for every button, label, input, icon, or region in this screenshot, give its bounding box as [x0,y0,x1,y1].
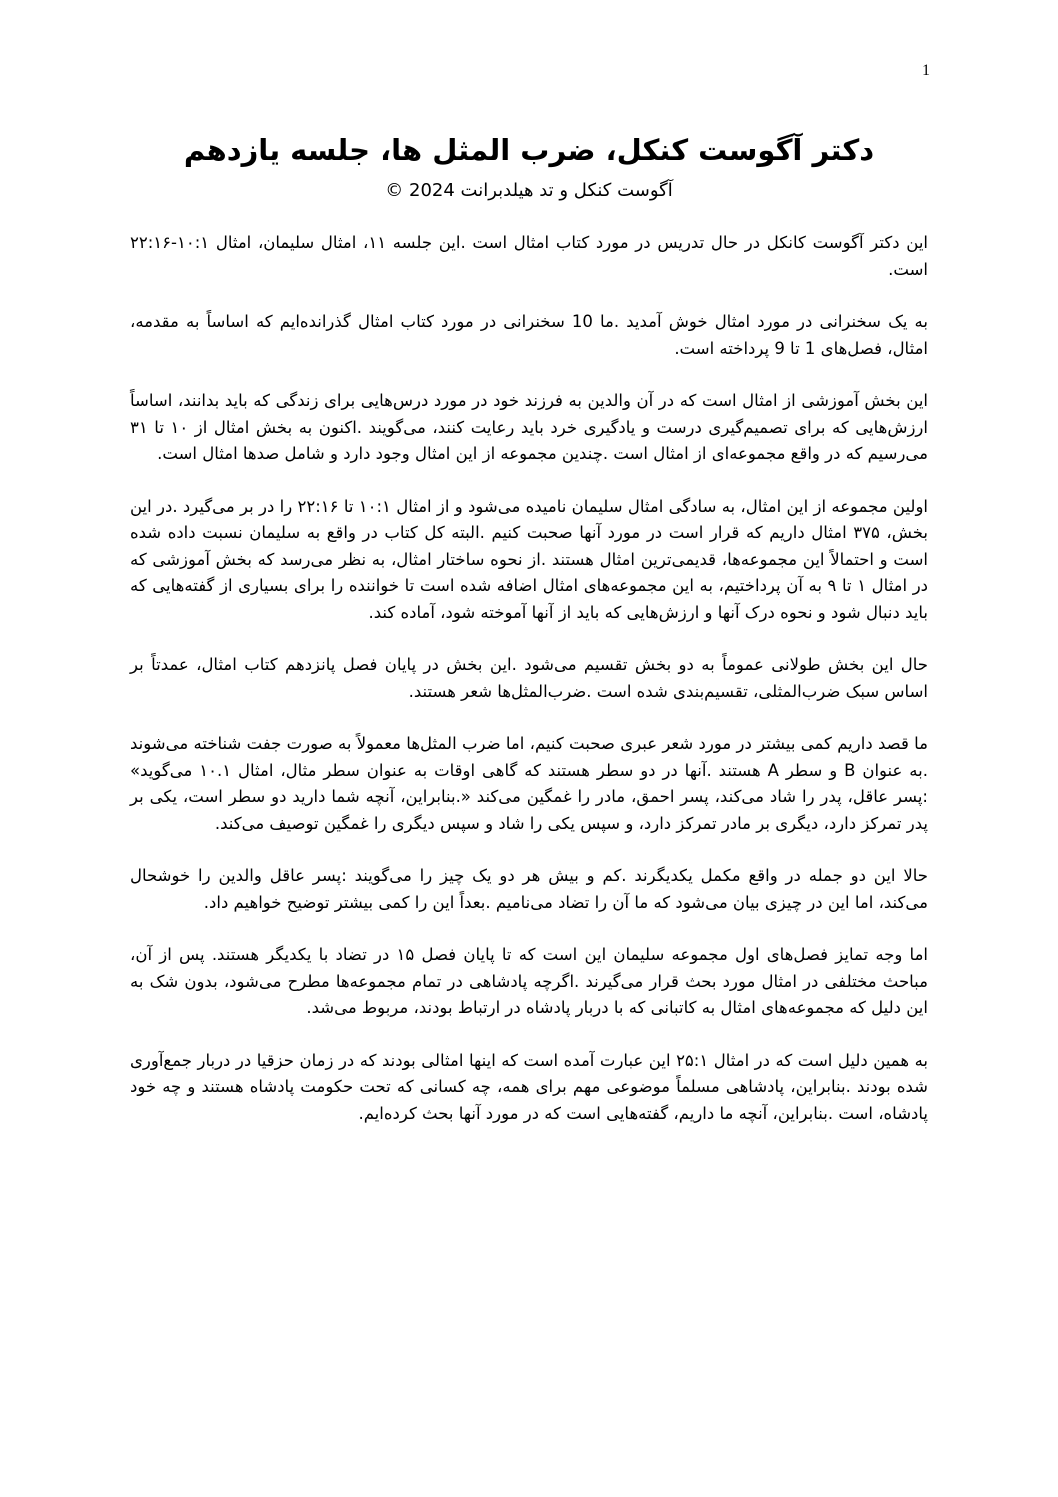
page-number: 1 [922,62,930,79]
paragraph: حال این بخش طولانی عموماً به دو بخش تقسیم می‌شود .این بخش در پایان فصل پانزدهم کتاب امثال، عمدتاً بر اساس سبک ضرب‌المثلی، تقسیم‌بندی شده است .ضرب‌المثل‌ها شعر هستند. [130,655,928,701]
document-body [130,230,928,1153]
paragraph: اولین مجموعه از این امثال، به سادگی امثال سلیمان نامیده می‌شود و از امثال ۱۰:۱ تا ۲۲:۱۶ را در بر می‌گیرد .در این بخش، ۳۷۵ امثال داریم که قرار است در مورد آنها صحبت کنیم .البته کل کتاب در واقع به سلیمان نسبت داده شده است و احتمالاً این مجموعه‌ها، قدیمی‌ترین امثال هستند .از نحوه ساختار امثال، به نظر می‌رسد که بخش آموزشی که در امثال ۱ تا ۹ به آن پرداختیم، به این مجموعه‌های امثال اضافه شده است تا خواننده را برای بسیاری از گفته‌هایی که باید دنبال شود و نحوه درک آنها و ارزش‌هایی که باید از آنها آموخته شود، آماده کند. [130,496,929,622]
paragraph: ما قصد داریم کمی بیشتر در مورد شعر عبری صحبت کنیم، اما ضرب المثل‌ها معمولاً به صورت جفت شناخته می‌شوند .به عنوان B و سطر A هستند .آنها در دو سطر هستند که گاهی اوقات به عنوان سطر مثال، امثال ۱۰.۱ می‌گوید» :پسر عاقل، پدر را شاد می‌کند، پسر احمق، مادر را غمگین می‌کند «.بنابراین، آنچه شما دارید دو سطر است، یکی بر پدر تمرکز دارد، دیگری بر مادر تمرکز دارد، و سپس یکی را شاد و سپس دیگری را غمگین توصیف می‌کند. [130,734,928,833]
copyright-line: آگوست کنکل و تد هیلدبرانت 2024 © [385,180,673,201]
paragraph: این بخش آموزشی از امثال است که در آن والدین به فرزند خود در مورد درس‌هایی برای زندگی که باید بدانند، اساساً ارزش‌هایی که برای تصمیم‌گیری درست و یادگیری خرد باید رعایت کنند، می‌گویند .اکنون به بخش امثال از ۱۰ تا ۳۱ می‌رسیم که در واقع مجموعه‌ای از امثال است .چندین مجموعه از این امثال وجود دارد و شامل صدها امثال است. [130,391,928,463]
paragraph: حالا این دو جمله در واقع مکمل یکدیگرند .کم و بیش هر دو یک چیز را می‌گویند :پسر عاقل والدین را خوشحال می‌کند، اما این در چیزی بیان می‌شود که ما آن را تضاد می‌نامیم .بعداً این را کمی بیشتر توضیح خواهیم داد. [130,866,928,912]
paragraph: به یک سخنرانی در مورد امثال خوش آمدید .ما 10 سخنرانی در مورد کتاب امثال گذرانده‌ایم که اساساً به مقدمه، امثال، فصل‌های 1 تا 9 پرداخته است. [130,312,928,358]
page-title: دکتر آگوست کنکل، ضرب المثل ها، جلسه یازدهم [183,133,875,167]
paragraph: اما وجه تمایز فصل‌های اول مجموعه سلیمان این است که تا پایان فصل ۱۵ در تضاد با یکدیگر هستند. پس از آن، مباحث مختلفی در امثال مورد بحث قرار می‌گیرند .اگرچه پادشاهی در تمام مجموعه‌ها مطرح می‌شود، بدون شک به این دلیل که مجموعه‌های امثال به کاتبانی که با دربار پادشاه در ارتباط بودند، مربوط می‌شد. [130,945,928,1017]
paragraph: این دکتر آگوست کانکل در حال تدریس در مورد کتاب امثال است .این جلسه ۱۱، امثال سلیمان، امثال ۱۰:۱-۲۲:۱۶ است. [130,233,928,279]
paragraph: به همین دلیل است که در امثال ۲۵:۱ این عبارت آمده است که اینها امثالی بودند که در زمان حزقیا در دربار جمع‌آوری شده بودند .بنابراین، پادشاهی مسلماً موضوعی مهم برای همه، چه کسانی که تحت حکومت پادشاه هستند و چه خود پادشاه، است .بنابراین، آنچه ما داریم، گفته‌هایی است که در مورد آنها بحث کرده‌ایم. [130,1050,929,1123]
